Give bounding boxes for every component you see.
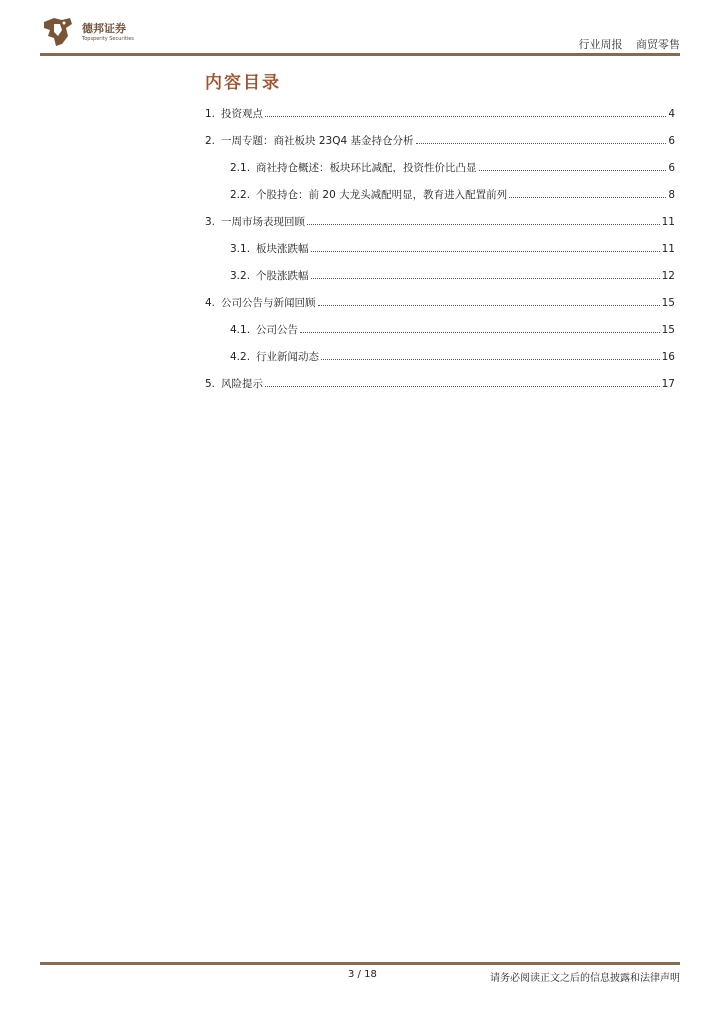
toc-title: 内容目录 (205, 73, 281, 93)
toc-entry-number: 5. (205, 378, 216, 390)
toc-entry-number: 3. (205, 216, 216, 228)
page-header (0, 0, 724, 60)
toc-leader-dots (509, 196, 666, 198)
toc-entry-label: 公司公告 (256, 324, 299, 336)
toc-entry-page: 16 (661, 351, 675, 363)
toc-leader-dots (321, 358, 660, 360)
toc-leader-dots (300, 331, 660, 333)
toc-entry-page: 15 (661, 324, 675, 336)
footer-divider (40, 962, 680, 965)
toc-entry-label: 个股持仓：前 20 大龙头减配明显，教育进入配置前列 (256, 189, 508, 201)
report-tags (569, 36, 681, 52)
toc-entry[interactable] (230, 350, 675, 364)
toc-entry-number: 3.1. (230, 243, 251, 255)
logo-name-en: Topsperity Securities (82, 36, 134, 42)
toc-leader-dots (265, 385, 660, 387)
toc-entry-page: 4 (668, 108, 675, 120)
toc-entry[interactable] (205, 134, 675, 148)
toc-leader-dots (265, 115, 666, 117)
toc-entry-number: 2.1. (230, 162, 251, 174)
toc-entry[interactable] (205, 107, 675, 121)
toc-entry-label: 行业新闻动态 (256, 351, 320, 363)
toc-entry-number: 1. (205, 108, 216, 120)
toc-leader-dots (318, 304, 660, 306)
toc-entry[interactable] (205, 215, 675, 229)
toc-entry-number: 4.2. (230, 351, 251, 363)
company-logo (40, 14, 160, 50)
toc-entry-number: 2. (205, 135, 216, 147)
toc-entry-label: 一周专题：商社板块 23Q4 基金持仓分析 (221, 135, 414, 147)
toc-leader-dots (479, 169, 667, 171)
logo-name-cn: 德邦证券 (82, 22, 126, 35)
page-number: 3 / 18 (348, 969, 377, 980)
toc-entry[interactable] (230, 323, 675, 337)
toc-entry-label: 一周市场表现回顾 (221, 216, 306, 228)
toc-entry[interactable] (230, 188, 675, 202)
toc-entry-page: 11 (661, 243, 675, 255)
toc-leader-dots (416, 142, 667, 144)
toc-entry-page: 8 (668, 189, 675, 201)
report-sector: 商贸零售 (636, 38, 680, 51)
toc-entry-label: 个股涨跌幅 (256, 270, 309, 282)
toc-entry-label: 公司公告与新闻回顾 (221, 297, 316, 309)
toc-leader-dots (307, 223, 660, 225)
toc-entry-label: 投资观点 (221, 108, 264, 120)
toc-entry[interactable] (230, 269, 675, 283)
toc-entry-number: 4. (205, 297, 216, 309)
toc-entry[interactable] (230, 161, 675, 175)
toc-entry-label: 商社持仓概述：板块环比减配，投资性价比凸显 (256, 162, 477, 174)
toc-entry-page: 6 (668, 162, 675, 174)
header-divider (40, 53, 680, 56)
dog-logo-icon (40, 14, 76, 50)
toc-entry-page: 15 (661, 297, 675, 309)
toc-leader-dots (311, 277, 660, 279)
toc-entry-label: 风险提示 (221, 378, 264, 390)
toc-entry-page: 17 (661, 378, 675, 390)
toc-entry-page: 12 (661, 270, 675, 282)
toc-entry-number: 2.2. (230, 189, 251, 201)
toc-entry-page: 6 (668, 135, 675, 147)
disclaimer-note: 请务必阅读正文之后的信息披露和法律声明 (490, 973, 680, 984)
toc-entry-page: 11 (661, 216, 675, 228)
toc-entry[interactable] (205, 296, 675, 310)
toc-entry[interactable] (230, 242, 675, 256)
toc-entry-number: 4.1. (230, 324, 251, 336)
report-category: 行业周报 (578, 38, 623, 51)
toc-entry-label: 板块涨跌幅 (256, 243, 309, 255)
toc-entry-number: 3.2. (230, 270, 251, 282)
toc-leader-dots (311, 250, 660, 252)
toc-entry[interactable] (205, 377, 675, 391)
